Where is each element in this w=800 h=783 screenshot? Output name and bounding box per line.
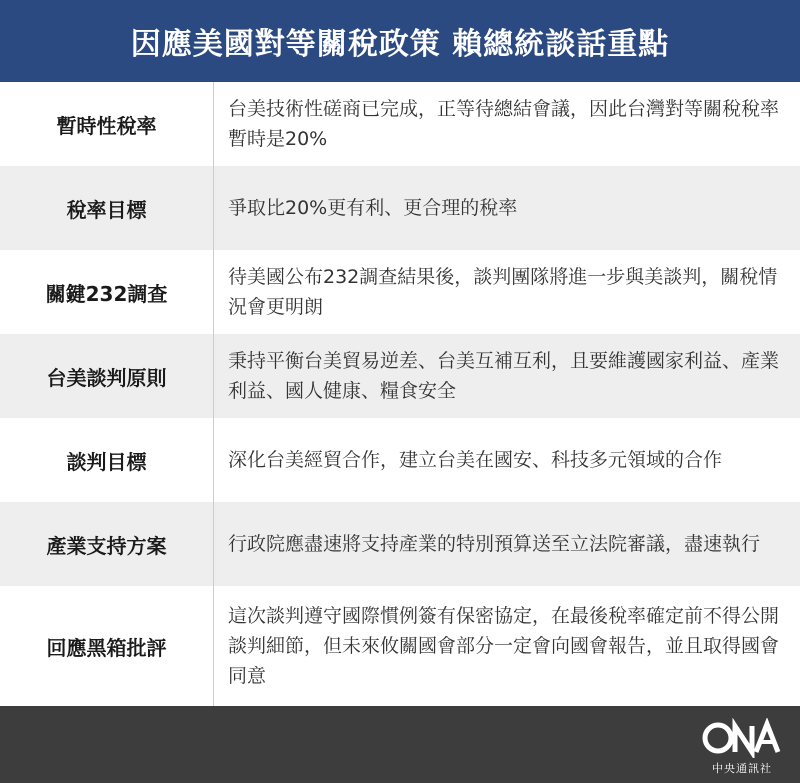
footer-bar: [0, 706, 800, 783]
row-label: 稅率目標: [0, 166, 214, 250]
page-title: 因應美國對等關稅政策 賴總統談話重點: [130, 27, 670, 62]
row-label: 暫時性稅率: [0, 82, 214, 166]
table-row: [0, 502, 800, 586]
row-content: 爭取比20%更有利、更合理的稅率: [228, 197, 518, 219]
row-label: 回應黑箱批評: [0, 586, 214, 706]
row-label: 談判目標: [0, 418, 214, 502]
table-row: [0, 82, 800, 166]
row-label: 台美談判原則: [0, 334, 214, 418]
row-content: 這次談判遵守國際慣例簽有保密協定，在最後稅率確定前不得公開談判細節，但未來攸關國會部分一定會向國會報告，並且取得國會同意: [228, 605, 780, 687]
cna-logo: [702, 718, 782, 776]
row-content: 行政院應盡速將支持產業的特別預算送至立法院審議，盡速執行: [228, 533, 761, 555]
cna-logo-icon: [702, 718, 782, 758]
logo-caption: 中央通訊社: [712, 762, 772, 775]
table-row: [0, 586, 800, 706]
table-row: [0, 334, 800, 418]
row-content: 台美技術性磋商已完成，正等待總結會議，因此台灣對等關稅稅率暫時是20%: [228, 98, 780, 150]
row-content: 深化台美經貿合作，建立台美在國安、科技多元領域的合作: [228, 449, 723, 471]
table-row: [0, 250, 800, 334]
row-label: 關鍵232調查: [0, 250, 214, 334]
row-content: 秉持平衡台美貿易逆差、台美互補互利，且要維護國家利益、產業利益、國人健康、糧食安全: [228, 350, 780, 402]
header-banner: [0, 0, 800, 82]
table-row: [0, 418, 800, 502]
row-label: 產業支持方案: [0, 502, 214, 586]
table-row: [0, 166, 800, 250]
summary-table: [0, 82, 800, 706]
row-content: 待美國公布232調查結果後，談判團隊將進一步與美談判，關稅情況會更明朗: [228, 266, 778, 318]
